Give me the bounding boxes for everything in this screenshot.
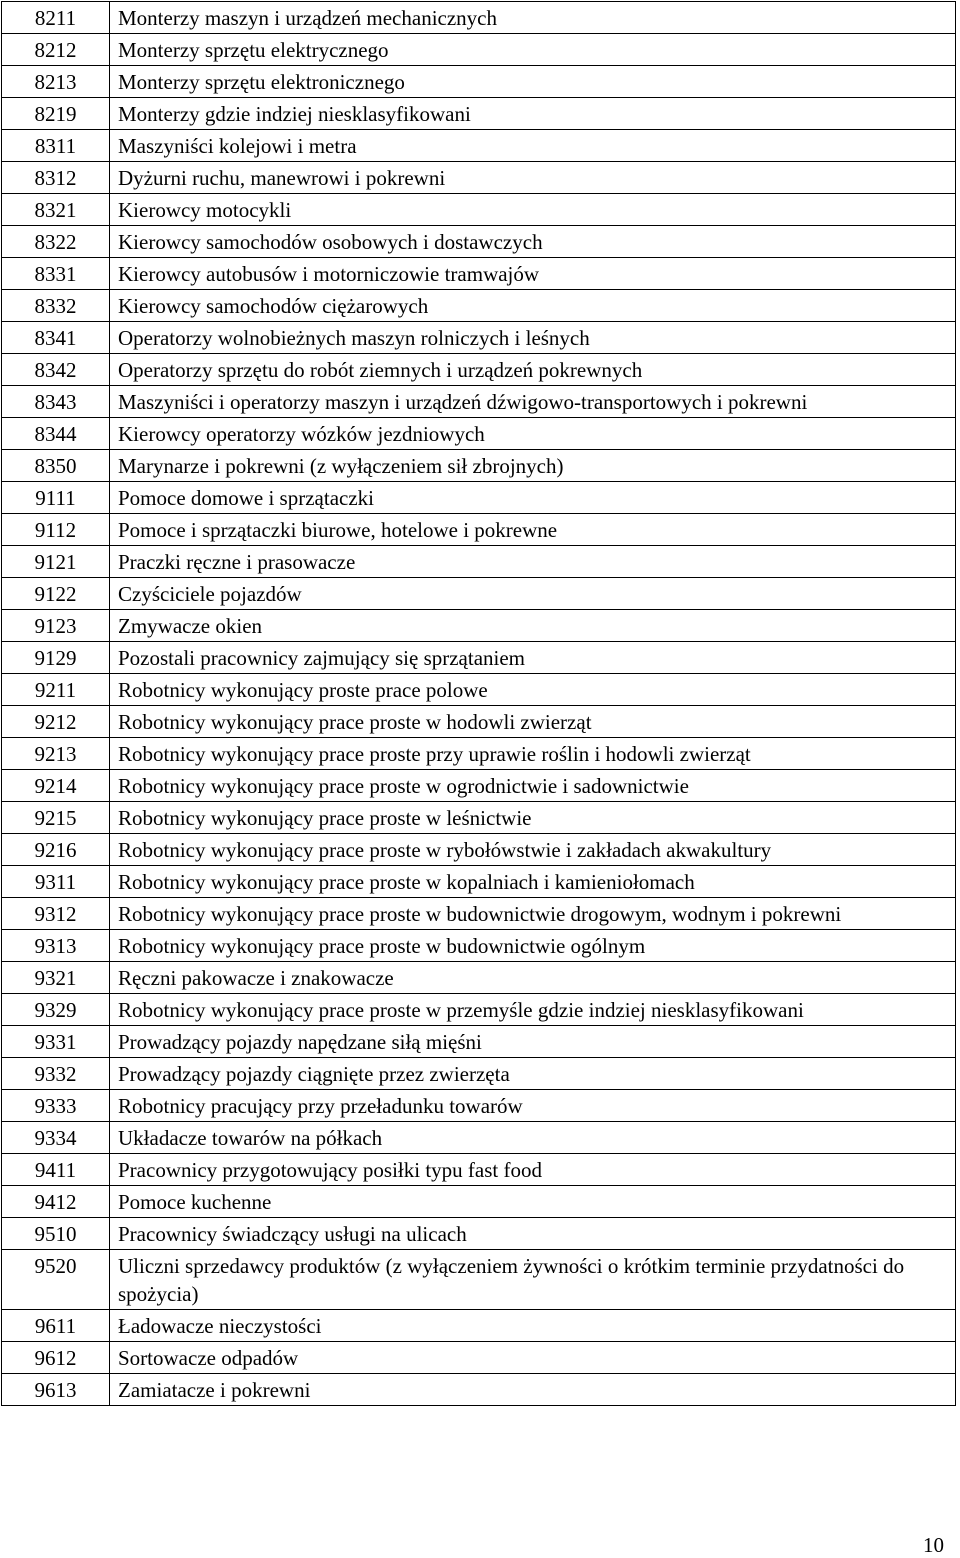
table-row [2,1026,956,1058]
table-row [2,226,956,258]
occupation-code: 8322 [2,226,110,258]
occupation-name: Maszyniści i operatorzy maszyn i urządzeń dźwigowo-transportowych i pokrewni [110,386,956,418]
table-row [2,1218,956,1250]
occupation-name: Pozostali pracownicy zajmujący się sprzątaniem [110,642,956,674]
table-row [2,1374,956,1406]
occupation-code: 8312 [2,162,110,194]
table-body [2,2,956,1406]
table-row [2,322,956,354]
occupation-name: Prowadzący pojazdy ciągnięte przez zwierzęta [110,1058,956,1090]
occupation-name: Układacze towarów na półkach [110,1122,956,1154]
occupation-name: Operatorzy wolnobieżnych maszyn rolniczych i leśnych [110,322,956,354]
table-row [2,866,956,898]
occupation-name: Dyżurni ruchu, manewrowi i pokrewni [110,162,956,194]
occupation-code: 9215 [2,802,110,834]
table-row [2,962,956,994]
table-row [2,290,956,322]
table-row [2,514,956,546]
table-row [2,930,956,962]
occupation-name: Kierowcy motocykli [110,194,956,226]
table-row [2,642,956,674]
occupation-code: 8341 [2,322,110,354]
occupation-code: 9121 [2,546,110,578]
occupation-code: 9612 [2,1342,110,1374]
occupation-name: Ręczni pakowacze i znakowacze [110,962,956,994]
occupation-code: 9510 [2,1218,110,1250]
occupation-code: 8321 [2,194,110,226]
occupation-codes-table [1,1,956,1406]
table-row [2,770,956,802]
occupation-name: Robotnicy wykonujący prace proste przy uprawie roślin i hodowli zwierząt [110,738,956,770]
occupation-name: Pomoce kuchenne [110,1186,956,1218]
occupation-code: 8331 [2,258,110,290]
occupation-name: Marynarze i pokrewni (z wyłączeniem sił zbrojnych) [110,450,956,482]
occupation-name: Zmywacze okien [110,610,956,642]
occupation-name: Robotnicy wykonujący prace proste w budownictwie ogólnym [110,930,956,962]
occupation-name: Robotnicy wykonujący prace proste w budownictwie drogowym, wodnym i pokrewni [110,898,956,930]
occupation-code: 9333 [2,1090,110,1122]
occupation-code: 9211 [2,674,110,706]
page-number: 10 [923,1533,944,1557]
table-row [2,994,956,1026]
occupation-code: 9331 [2,1026,110,1058]
table-row [2,1122,956,1154]
occupation-name: Kierowcy operatorzy wózków jezdniowych [110,418,956,450]
occupation-name: Monterzy sprzętu elektronicznego [110,66,956,98]
occupation-name: Operatorzy sprzętu do robót ziemnych i urządzeń pokrewnych [110,354,956,386]
occupation-code: 9332 [2,1058,110,1090]
table-row [2,2,956,34]
occupation-code: 8332 [2,290,110,322]
occupation-code: 8342 [2,354,110,386]
occupation-name: Maszyniści kolejowi i metra [110,130,956,162]
table-row [2,66,956,98]
occupation-code: 8211 [2,2,110,34]
occupation-name: Czyściciele pojazdów [110,578,956,610]
table-row [2,418,956,450]
table-row [2,578,956,610]
occupation-name: Robotnicy wykonujący prace proste w ogrodnictwie i sadownictwie [110,770,956,802]
table-row [2,450,956,482]
occupation-name: Robotnicy wykonujący prace proste w kopalniach i kamieniołomach [110,866,956,898]
occupation-name: Monterzy maszyn i urządzeń mechanicznych [110,2,956,34]
occupation-name: Robotnicy wykonujący prace proste w leśnictwie [110,802,956,834]
occupation-code: 9123 [2,610,110,642]
table-row [2,482,956,514]
occupation-name: Monterzy sprzętu elektrycznego [110,34,956,66]
occupation-code: 9411 [2,1154,110,1186]
occupation-name: Zamiatacze i pokrewni [110,1374,956,1406]
occupation-code: 9214 [2,770,110,802]
occupation-name: Robotnicy wykonujący prace proste w rybołówstwie i zakładach akwakultury [110,834,956,866]
table-row [2,130,956,162]
occupation-code: 9329 [2,994,110,1026]
occupation-name: Praczki ręczne i prasowacze [110,546,956,578]
occupation-code: 9334 [2,1122,110,1154]
occupation-code: 9112 [2,514,110,546]
table-row [2,1186,956,1218]
occupation-name: Robotnicy pracujący przy przeładunku towarów [110,1090,956,1122]
occupation-name: Robotnicy wykonujący prace proste w hodowli zwierząt [110,706,956,738]
table-row [2,1310,956,1342]
occupation-name: Sortowacze odpadów [110,1342,956,1374]
table-row [2,162,956,194]
occupation-code: 9111 [2,482,110,514]
occupation-name: Kierowcy samochodów ciężarowych [110,290,956,322]
occupation-code: 9412 [2,1186,110,1218]
occupation-name: Robotnicy wykonujący prace proste w przemyśle gdzie indziej niesklasyfikowani [110,994,956,1026]
occupation-code: 8350 [2,450,110,482]
occupation-code: 8213 [2,66,110,98]
occupation-code: 9313 [2,930,110,962]
table-row [2,610,956,642]
occupation-code: 8311 [2,130,110,162]
occupation-name: Monterzy gdzie indziej niesklasyfikowani [110,98,956,130]
table-row [2,706,956,738]
occupation-name: Pracownicy przygotowujący posiłki typu fast food [110,1154,956,1186]
occupation-name: Kierowcy autobusów i motorniczowie tramwajów [110,258,956,290]
occupation-name: Robotnicy wykonujący proste prace polowe [110,674,956,706]
occupation-code: 9520 [2,1250,110,1310]
occupation-name: Uliczni sprzedawcy produktów (z wyłączeniem żywności o krótkim terminie przydatności do spożycia) [110,1250,956,1310]
table-row [2,1090,956,1122]
occupation-code: 9312 [2,898,110,930]
occupation-name: Ładowacze nieczystości [110,1310,956,1342]
table-row [2,98,956,130]
occupation-code: 8343 [2,386,110,418]
table-row [2,1058,956,1090]
occupation-name: Prowadzący pojazdy napędzane siłą mięśni [110,1026,956,1058]
occupation-code: 9613 [2,1374,110,1406]
occupation-code: 9122 [2,578,110,610]
table-row [2,1154,956,1186]
table-row [2,34,956,66]
table-row [2,258,956,290]
table-row [2,834,956,866]
table-row [2,386,956,418]
occupation-code: 9213 [2,738,110,770]
occupation-code: 9129 [2,642,110,674]
occupation-code: 8344 [2,418,110,450]
table-row [2,354,956,386]
occupation-name: Kierowcy samochodów osobowych i dostawczych [110,226,956,258]
occupation-name: Pracownicy świadczący usługi na ulicach [110,1218,956,1250]
occupation-name: Pomoce domowe i sprzątaczki [110,482,956,514]
occupation-name: Pomoce i sprzątaczki biurowe, hotelowe i pokrewne [110,514,956,546]
table-row [2,1250,956,1310]
table-row [2,194,956,226]
occupation-code: 9216 [2,834,110,866]
occupation-code: 9321 [2,962,110,994]
table-row [2,1342,956,1374]
occupation-code: 9311 [2,866,110,898]
table-row [2,802,956,834]
table-row [2,674,956,706]
occupation-code: 8219 [2,98,110,130]
occupation-code: 8212 [2,34,110,66]
table-row [2,546,956,578]
occupation-code: 9212 [2,706,110,738]
table-row [2,898,956,930]
table-row [2,738,956,770]
occupation-code: 9611 [2,1310,110,1342]
